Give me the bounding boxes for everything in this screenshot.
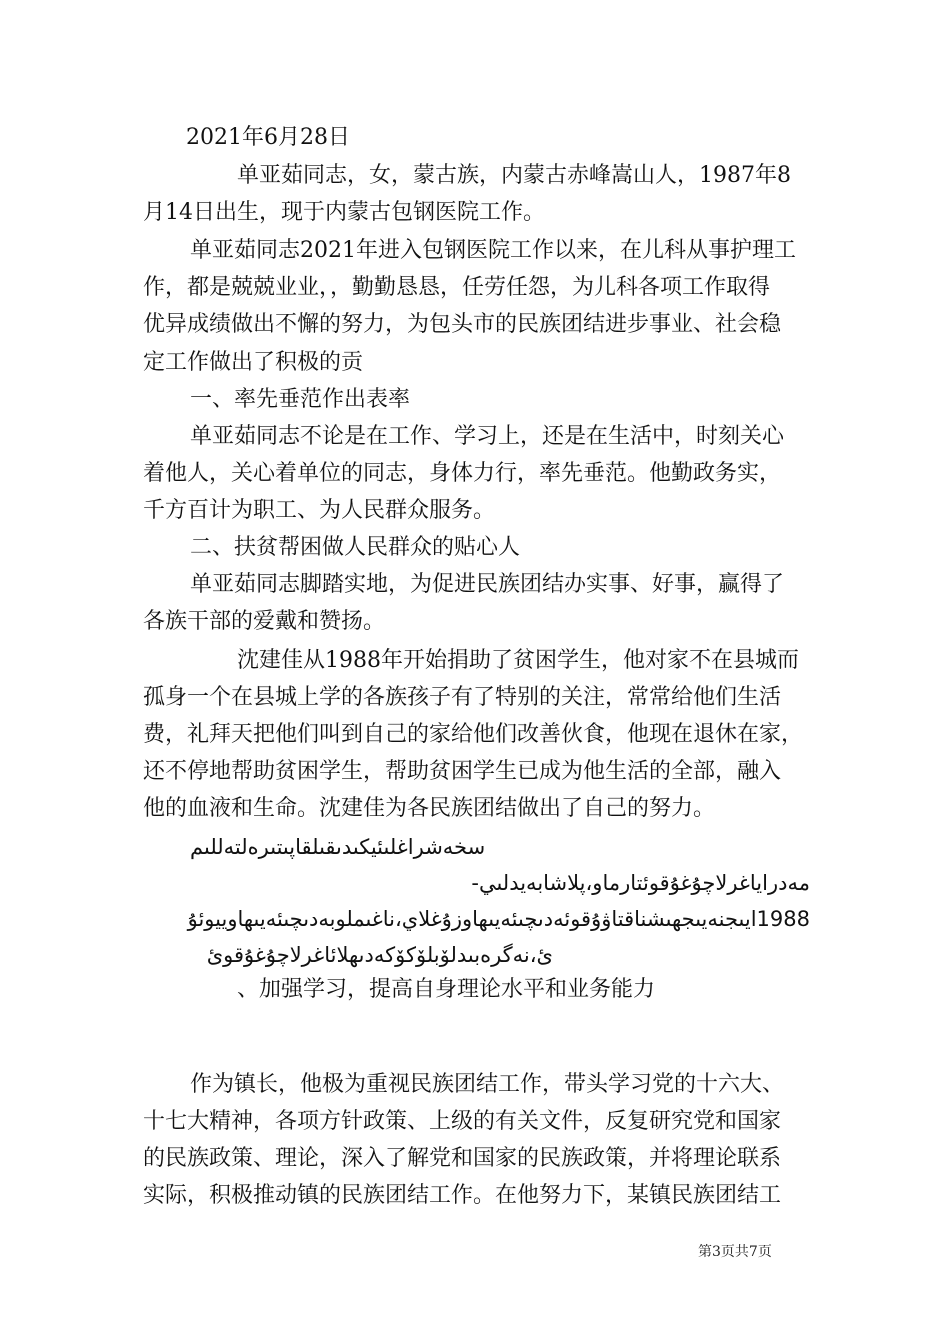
section-heading: 、加强学习，提高自身理论水平和业务能力 bbox=[237, 977, 656, 1002]
paragraph-line: 单亚茹同志脚踏实地，为促进民族团结办实事、好事，赢得了 bbox=[190, 572, 785, 597]
uyghur-text-line: مەدراياغرلاچۇغۇقوئتارماو،پلاشابەيدلىي- bbox=[471, 871, 810, 895]
section-heading: 二、扶贫帮困做人民群众的贴心人 bbox=[190, 535, 521, 560]
paragraph-line: 十七大精神，各项方针政策、上级的有关文件，反复研究党和国家 bbox=[143, 1109, 782, 1134]
paragraph-line: 千方百计为职工、为人民群众服务。 bbox=[143, 498, 496, 523]
paragraph-line: 着他人，关心着单位的同志，身体力行，率先垂范。他勤政务实， bbox=[143, 461, 782, 486]
paragraph-line: 各族干部的爱戴和赞扬。 bbox=[143, 609, 386, 634]
paragraph-line: 沈建佳从1988年开始捐助了贫困学生，他对家不在县城而 bbox=[237, 648, 799, 673]
paragraph-line: 作，都是兢兢业业，，勤勤恳恳，任劳任怨，为儿科各项工作取得 bbox=[143, 275, 771, 300]
paragraph-line: 定工作做出了积极的贡 bbox=[143, 350, 364, 375]
uyghur-text-line: ئ،نەگرەبىدلۆبلۆكۆكەدىھلائاغرلاچۇغۇقوئ bbox=[206, 943, 553, 967]
paragraph-line: 孤身一个在县城上学的各族孩子有了特别的关注，常常给他们生活 bbox=[143, 685, 782, 710]
paragraph-line: 月14日出生，现于内蒙古包钢医院工作。 bbox=[143, 200, 545, 225]
paragraph-line: 实际，积极推动镇的民族团结工作。在他努力下，某镇民族团结工 bbox=[143, 1183, 782, 1208]
document-date: 2021年6月28日 bbox=[186, 125, 350, 150]
paragraph-line: 单亚茹同志，女，蒙古族，内蒙古赤峰嵩山人，1987年8 bbox=[237, 163, 791, 188]
paragraph-line: 单亚茹同志2021年进入包钢医院工作以来，在儿科从事护理工 bbox=[190, 238, 796, 263]
page-number: 第3页共7页 bbox=[698, 1244, 772, 1260]
paragraph-line: 还不停地帮助贫困学生，帮助贫困学生已成为他生活的全部，融入 bbox=[143, 759, 782, 784]
uyghur-text-line: 1988ايىجنەيىجھىشناقتاۋۇقوئەدىچىئەيىھاوزۇغلاي،ناغىملوبەدىچىئەيىھاوييوئۇ bbox=[187, 907, 810, 931]
paragraph-line: 优异成绩做出不懈的努力，为包头市的民族团结进步事业、社会稳 bbox=[143, 312, 782, 337]
paragraph-line: 他的血液和生命。沈建佳为各民族团结做出了自己的努力。 bbox=[143, 796, 716, 821]
paragraph-line: 费，礼拜天把他们叫到自己的家给他们改善伙食，他现在退休在家， bbox=[143, 722, 804, 747]
paragraph-line: 作为镇长，他极为重视民族团结工作，带头学习党的十六大、 bbox=[190, 1072, 785, 1097]
uyghur-text-line: سخەشراغلىئيكىدىقىلقاپىتىرەلتەللىم bbox=[190, 835, 486, 859]
paragraph-line: 单亚茹同志不论是在工作、学习上，还是在生活中，时刻关心 bbox=[190, 424, 785, 449]
paragraph-line: 的民族政策、理论，深入了解党和国家的民族政策，并将理论联系 bbox=[143, 1146, 782, 1171]
section-heading: 一、率先垂范作出表率 bbox=[190, 387, 411, 412]
